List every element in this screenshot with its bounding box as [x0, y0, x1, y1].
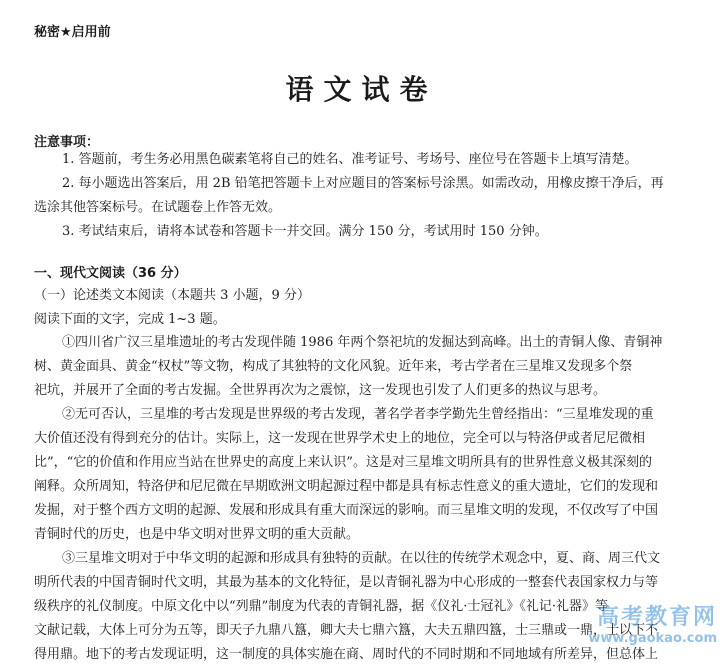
passage-line: 比”，“它的价值和作用应当站在世界史的高度上来认识”。这是对三星堆文明所具有的世界性意义极其深刻的 [34, 455, 652, 470]
passage-line: 青铜时代的历史，也是中华文明对世界文明的重大贡献。 [34, 527, 360, 542]
notice-line: 2. 每小题选出答案后，用 2B 铅笔把答题卡上对应题目的答案标号涂黑。如需改动，用橡皮擦干净后，再 [62, 176, 664, 191]
notice-line: 选涂其他答案标号。在试题卷上作答无效。 [34, 200, 282, 215]
section-heading: 一、现代文阅读（36 分） [34, 266, 187, 281]
page-title: 语文试卷 [285, 73, 438, 106]
notice-line: 3. 考试结束后，请将本试卷和答题卡一并交回。满分 150 分，考试用时 150 分钟。 [62, 224, 548, 239]
reading-instruction: 阅读下面的文字，完成 1~3 题。 [34, 312, 226, 327]
passage-line: 大价值还没有得到充分的估计。实际上，这一发现在世界学术史上的地位，完全可以与特洛伊或者尼尼微相 [34, 431, 646, 446]
confidential-mark: 秘密★启用前 [34, 25, 111, 40]
passage-line: 级秩序的礼仪制度。中原文化中以“列鼎”制度为代表的青铜礼器，据《仪礼·士冠礼》《礼记·礼器》等 [34, 599, 609, 614]
passage-line: 祀坑，并展开了全面的考古发掘。全世界再次为之震惊，这一发现也引发了人们更多的热议与思考。 [34, 383, 607, 398]
passage-line: 文献记载，大体上可分为五等，即天子九鼎八簋，卿大夫七鼎六簋，大夫五鼎四簋，士三鼎或一鼎，士以下不 [34, 623, 659, 638]
passage-line: ②无可否认，三星堆的考古发现是世界级的考古发现，著名学者李学勤先生曾经指出：“三星堆发现的重 [62, 407, 654, 422]
notice-line: 1. 答题前，考生务必用黑色碳素笔将自己的姓名、准考证号、考场号、座位号在答题卡上填写清楚。 [62, 152, 638, 167]
passage-line: 发掘，对于整个西方文明的起源、发展和形成具有重大而深远的影响。而三星堆文明的发现，不仅改写了中国 [34, 503, 659, 518]
passage-line: 树、黄金面具、黄金“权杖”等文物，构成了其独特的文化风貌。近年来，考古学者在三星堆又发现多个祭 [34, 359, 633, 374]
passage-line: ①四川省广汉三星堆遗址的考古发现伴随 1986 年两个祭祀坑的发掘达到高峰。出土的青铜人像、青铜神 [62, 335, 663, 350]
watermark-url: www.gaokao.com [588, 631, 717, 646]
watermark-logo-text: 高考教育网 [596, 605, 717, 630]
passage-line: 明所代表的中国青铜时代文明，其最为基本的文化特征，是以青铜礼器为中心形成的一整套代表国家权力与等 [34, 575, 659, 590]
passage-line: ③三星堆文明对于中华文明的起源和形成具有独特的贡献。在以往的传统学术观念中，夏、商、周三代文 [62, 551, 661, 566]
notice-heading: 注意事项： [34, 135, 100, 150]
subsection-heading: （一）论述类文本阅读（本题共 3 小题，9 分） [34, 288, 310, 303]
site-watermark [588, 600, 717, 646]
passage-line: 得用鼎。地下的考古发现证明，这一制度的具体实施在商、周时代的不同时期和不同地域有所差异，但总体上 [34, 647, 659, 662]
passage-line: 阐释。众所周知，特洛伊和尼尼微在早期欧洲文明起源过程中都是具有标志性意义的重大遗址，它们的发现和 [34, 479, 659, 494]
